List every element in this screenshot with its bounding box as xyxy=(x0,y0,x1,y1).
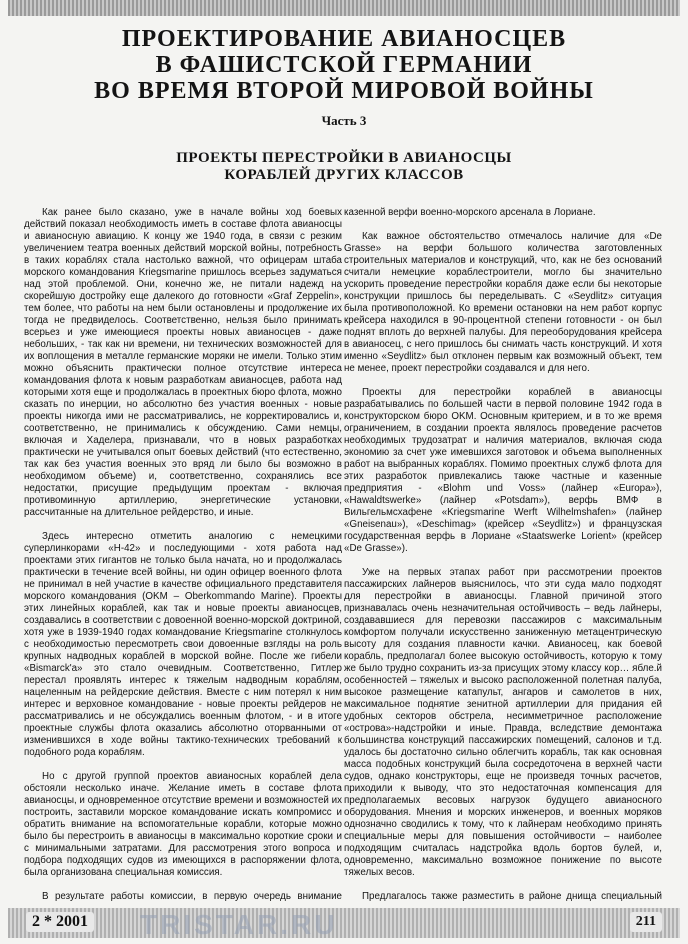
paragraph: Но с другой группой проектов авианосных кораблей дела обстояли несколько иначе. Желание иметь в составе флота авианосцы, и одновременное отсутствие времени и возможностей их построить, заставили морское командование искать компромисс и обратить внимание на вспомогательные корабли, которые можно было бы перестроить в авианосцы в максимально короткие сроки и с минимальными затратами. Для рассмотрения этого вопроса и подбора подходящих судов из имеющихся в распоряжении флота, была организована специальная комиссия. xyxy=(24,771,342,878)
paragraph-continuation: казенной верфи военно-морского арсенала в Лориане. xyxy=(344,207,596,218)
section-subtitle xyxy=(80,150,608,184)
right-column xyxy=(344,207,662,901)
part-label: Часть 3 xyxy=(321,113,367,128)
left-column xyxy=(24,207,342,901)
title-line: В ФАШИСТСКОЙ ГЕРМАНИИ xyxy=(155,52,533,78)
paragraph: Как ранее было сказано, уже в начале войны ход боевых действий показал необходимость иметь в составе флота авианосцы и авианосную авиацию. К концу же 1940 года, в связи с резким увеличением театра военных действий морской войны, потребность в таких кораблях стала настолько важной, что офицерам штаба морского командования Kriegsmarine пришлось всерьез задуматься над этой проблемой. Они, конечно же, не питали надежд на скорейшую достройку еще далекого до готовности «Graf Zeppelin», тем более, что работы на нем были остановлены и продолжение их тогда не предвиделось. Соответственно, нельзя было принимать всерьез и уже имеющиеся проекты новых авианосцев - даже небольших, - так как ни времени, ни технических возможностей для их воплощения в металле германские моряки не имели. Только этим можно объяснить практически полное отсутствие интереса командования флота к новым разработкам авианосцев, работа над которыми хотя еще и продолжалась в проектных бюро флота, можно сказать по инерции, но абсолютно без участия военных - новые проекты никогда ими не рассматривались, не корректировались и, соответственно, не принимались к обсуждению. Сами немцы, включая и Хаделера, признавали, что в новых разработках практически не учитывался опыт боевых действий (что естественно, так как без участия военных это вряд ли было бы возможно в необходимом объеме) и, соответственно, сохранялись все недостатки, присущие предыдущим проектам - включая противоминную артиллерию, энергетические установки, рассчитанные на длительное рейдерство, и иные. xyxy=(24,207,342,518)
top-decorative-bar xyxy=(8,0,680,16)
paragraph: Уже на первых этапах работ при рассмотрении проектов пассажирских лайнеров выяснилось, что эти суда мало подходят для перестройки в авианосцы. Главной причиной этого признавалась очень незначительная остойчивость – ведь лайнеры, создававшиеся для перевозки пассажиров с максимальным комфортом получали искусственно заниженную метацентрическую высоту для создания плавности качки. Авианосец, как боевой корабль, предполагал более высокую остойчивость, которую к тому же было трудно сохранить из-за присущих этому классу кор… ябле.й особенностей – тяжелых и высоко расположенной полетная палуба, высокое размещение катапульт, ангаров и самолетов в них, максимальное поднятие зенитной артиллерии для придания ей удобных секторов обстрела, несимметричное расположение «острова»-надстройки и иные. Правда, вследствие демонтажа большинства конструкций пассажирских помещений, салонов и т.д. удалось бы достаточно сильно облегчить корабль, так как основная масса подобных конструкций была сосредоточена в верхней части судов, однако конструкторы, еще не произведя точных расчетов, приходили к выводу, что это недостаточная компенсация для предполагаемых весовых нагрузок будущего авианосного оборудования. Мнения и морских инженеров, и военных моряков однозначно сводились к тому, что к лайнерам необходимо принять специальные меры для повышения остойчивости – наиболее подходящим считалась надстройка вдоль бортов булей, и, одновременно, максимально возможное понижение по высоте тяжелых весов. xyxy=(344,567,662,878)
subtitle-line: ПРОЕКТЫ ПЕРЕСТРОЙКИ В АВИАНОСЦЫ xyxy=(176,150,512,166)
paragraph: Проекты для перестройки кораблей в авианосцы разрабатывались по большей части в первой половине 1942 года в конструкторском бюро OKM. Основным критерием, и в то же время ограничением, в создании проекта являлось проведение расчетов необходимых трудозатрат и наличия материалов, включая сюда экономию за счет уже имевшихся заготовок и объема выполненных работ на выбранных кораблях. Помимо проектных служб флота для этих разработок привлекались также частные и казенные предприятия - «Blohm und Voss» (лайнер «Europa»), «Hawaldtswerke» (лайнер «Potsdam»), верфь ВМФ в Вильгельмсхафене «Kriegsmarine Werft Wilhelmshafen» (лайнер «Gneisenau»), «Deschimag» (крейсер «Seydlitz») и французская государственная верфь в Лориане «Staatswerke Lorient» (крейсер «De Grasse»). xyxy=(344,387,662,554)
title-line: ВО ВРЕМЯ ВТОРОЙ МИРОВОЙ ВОЙНЫ xyxy=(94,78,594,104)
subtitle-line: КОРАБЛЕЙ ДРУГИХ КЛАССОВ xyxy=(224,167,464,183)
paragraph: Здесь интересно отметить аналогию с немецкими суперлинкорами «H-42» и последующими - хотя работа над проектами этих гигантов не только была начата, но и продолжалась практически в течение всей войны, ни один офицер военного флота не принимал в ней участие в качестве официального представителя морского командования (OKM – Oberkommando Marine). Проекты этих линейных кораблей, как так и новые проекты авианосцев, создавались в соответствии с довоенной военно-морской доктриной, хотя уже в 1939-1940 годах командование Kriegsmarine столкнулось с необходимостью пересмотреть свои довоенные взгляды на роль крупных надводных кораблей в морской войне. После же гибели «Bismarck'а» это стало очевидным. Соответственно, Гитлер перестал проявлять интерес к тяжелым надводным кораблям, нацеленным на рейдерские действия. Вместе с ним потерял к ним интерес и верховное командование - новые проекты рейдеров не рассматривались и не обсуждались военным флотом, - и в итоге проектные службы флота оказались абсолютно оторванными от изменившихся в ходе войны тактико-технических требований к подобного рода кораблям. xyxy=(24,531,342,758)
title-line: ПРОЕКТИРОВАНИЕ АВИАНОСЦЕВ xyxy=(121,26,567,52)
footer-bar xyxy=(8,908,680,938)
article-title xyxy=(40,26,648,104)
paragraph: В результате работы комиссии, в первую очередь внимание xyxy=(42,891,342,901)
paragraph: Как важное обстоятельство отмечалось наличие для «De Grasse» на верфи большого количества заготовленных строительных материалов и конструкций, что, как не без оснований считали немецкие кораблестроители, могло бы значительно ускорить проведение перестройки корабля даже если бы некоторые конструкции пришлось бы переделывать. С «Seydlitz» ситуация была противоположной. Ко времени остановки на нем работ корпус крейсера находился в 90-процентной степени готовности - он был поднят вплоть до верхней палубы. Для переоборудования крейсера в авианосец, с него пришлось бы снимать часть конструкций. И хотя именно «Seydlitz» был отклонен первым как возможный объект, тем не менее, проект перестройки создавался и для него. xyxy=(344,231,662,374)
issue-number: 2 * 2001 xyxy=(26,912,94,932)
page-number: 211 xyxy=(630,912,662,932)
paragraph: Предлагалось также разместить в районе днища специальный xyxy=(362,891,662,901)
site-watermark: TRISTAR.RU xyxy=(140,909,338,940)
